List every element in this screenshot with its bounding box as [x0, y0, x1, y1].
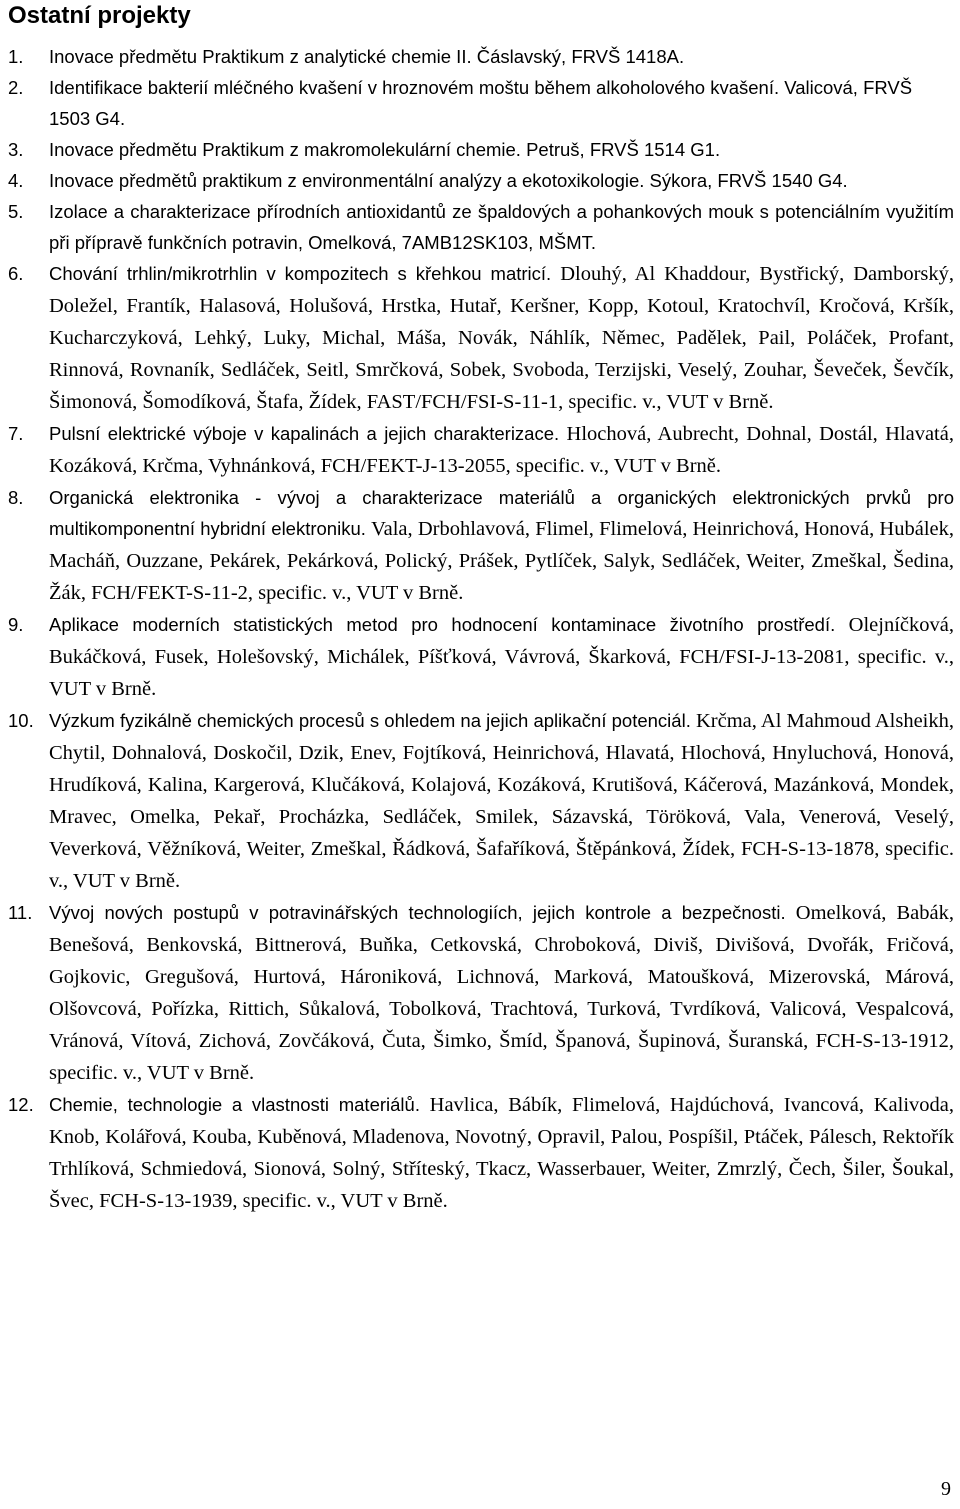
item-number: 3.: [8, 139, 24, 160]
project-authors: Vala, Drbohlavová, Flimel, Flimelová, Heinrichová, Honová, Hubálek, Macháň, Ouzzane, Pekárek, Pekárková, Polický, Prášek, Pytlíček, Salyk, Sedláček, Weiter, Zmeškal, Šedina, Žák, FCH/FEKT-S-11-2, specific. v., VUT v Brně.: [49, 518, 954, 604]
item-number: 4.: [8, 170, 24, 191]
project-title: Pulsní elektrické výboje v kapalinách a jejich charakterizace.: [49, 423, 567, 444]
project-item: [8, 609, 954, 705]
project-authors: Havlica, Bábík, Flimelová, Hajdúchová, Ivancová, Kalivoda, Knob, Kolářová, Kouba, Kuběnová, Mladenova, Novotný, Opravil, Palou, Pospíšil, Ptáček, Pálesch, Rektořík Trhlíková, Schmiedová, Sionová, Solný, Stříteský, Tkacz, Wasserbauer, Weiter, Zmrzlý, Čech, Šiler, Šoukal, Švec, FCH-S-13-1939, specific. v., VUT v Brně.: [49, 1094, 954, 1212]
item-number: 12.: [8, 1094, 34, 1115]
project-item: [8, 72, 954, 134]
project-item: [8, 41, 954, 72]
project-title: Chování trhlin/mikrotrhlin v kompozitech s křehkou matricí.: [49, 263, 561, 284]
project-title: Aplikace moderních statistických metod pro hodnocení kontaminace životního prostředí.: [49, 614, 849, 635]
project-item: [8, 897, 954, 1089]
project-item: [8, 134, 954, 165]
project-title: Inovace předmětů praktikum z environmentální analýzy a ekotoxikologie. Sýkora, FRVŠ 1540 G4.: [49, 170, 848, 191]
project-item: [8, 705, 954, 897]
project-authors: Olejníčková, Bukáčková, Fusek, Holešovský, Michálek, Píšťková, Vávrová, Škarková, FCH/FSI-J-13-2081, specific. v., VUT v Brně.: [49, 614, 954, 700]
project-item: [8, 1089, 954, 1217]
project-title: Identifikace bakterií mléčného kvašení v hroznovém moštu během alkoholového kvašení. Valicová, FRVŠ 1503 G4.: [49, 77, 913, 129]
project-authors: Omelková, Babák, Benešová, Benkovská, Bittnerová, Buňka, Cetkovská, Chroboková, Diviš, Divišová, Dvořák, Fričová, Gojkovic, Gregušová, Hurtová, Hároniková, Lichnová, Marková, Matoušková, Mizerovská, Márová, Olšovcová, Pořízka, Rittich, Sůkalová, Tobolková, Trachtová, Turková, Tvrdíková, Valicová, Vespalcová, Vránová, Vítová, Zichová, Zovčáková, Čuta, Šimko, Šmíd, Španová, Šupinová, Šuranská, FCH-S-13-1912, specific. v., VUT v Brně.: [49, 902, 954, 1084]
item-number: 11.: [8, 902, 33, 923]
project-title: Výzkum fyzikálně chemických procesů s ohledem na jejich aplikační potenciál.: [49, 710, 696, 731]
page-number: 9: [941, 1478, 951, 1500]
item-number: 2.: [8, 77, 24, 98]
project-authors: Hlochová, Aubrecht, Dohnal, Dostál, Hlavatá, Kozáková, Krčma, Vyhnánková, FCH/FEKT-J-13-2055, specific. v., VUT v Brně.: [49, 423, 954, 477]
project-item: [8, 482, 954, 609]
item-number: 1.: [8, 46, 24, 67]
project-item: [8, 196, 954, 258]
project-item: [8, 165, 954, 196]
item-number: 5.: [8, 201, 24, 222]
item-number: 10.: [8, 710, 34, 731]
item-number: 6.: [8, 263, 24, 284]
project-title: Inovace předmětu Praktikum z makromolekulární chemie. Petruš, FRVŠ 1514 G1.: [49, 139, 721, 160]
project-title: Chemie, technologie a vlastnosti materiálů.: [49, 1094, 430, 1115]
section-heading: Ostatní projekty: [8, 2, 191, 29]
project-item: [8, 258, 954, 418]
item-number: 8.: [8, 487, 24, 508]
item-number: 9.: [8, 614, 24, 635]
project-list: [8, 41, 954, 1217]
project-title: Izolace a charakterizace přírodních antioxidantů ze špaldových a pohankových mouk s potenciálním využitím při přípravě funkčních potravin, Omelková, 7AMB12SK103, MŠMT.: [49, 201, 954, 253]
project-title: Inovace předmětu Praktikum z analytické chemie II. Čáslavský, FRVŠ 1418A.: [49, 46, 685, 67]
project-item: [8, 418, 954, 482]
project-authors: Dlouhý, Al Khaddour, Bystřický, Damborský, Doležel, Frantík, Halasová, Holušová, Hrstka, Hutař, Keršner, Kopp, Kotoul, Kratochvíl, Kročová, Kršík, Kucharczyková, Lehký, Luky, Michal, Máša, Novák, Náhlík, Němec, Padělek, Pail, Poláček, Profant, Rinnová, Rovnaník, Sedláček, Seitl, Smrčková, Sobek, Svoboda, Terzijski, Veselý, Zouhar, Ševeček, Ševčík, Šimonová, Šomodíková, Štafa, Žídek, FAST/FCH/FSI-S-11-1, specific. v., VUT v Brně.: [49, 263, 954, 413]
project-title: Organická elektronika - vývoj a charakterizace materiálů a organických elektronických prvků pro multikomponentní hybridní elektroniku.: [49, 487, 954, 539]
project-title: Vývoj nových postupů v potravinářských technologiích, jejich kontrole a bezpečnosti.: [49, 902, 796, 923]
item-number: 7.: [8, 423, 24, 444]
project-authors: Krčma, Al Mahmoud Alsheikh, Chytil, Dohnalová, Doskočil, Dzik, Enev, Fojtíková, Heinrichová, Hlavatá, Hlochová, Hnyluchová, Honová, Hrudíková, Kalina, Kargerová, Klučáková, Kolajová, Kozáková, Krutišová, Káčerová, Mazánková, Mondek, Mravec, Omelka, Pekař, Procházka, Sedláček, Smilek, Sázavská, Töröková, Vala, Venerová, Veselý, Veverková, Věžníková, Weiter, Zmeškal, Řádková, Šafaříková, Štěpánková, Žídek, FCH-S-13-1878, specific. v., VUT v Brně.: [49, 710, 954, 892]
